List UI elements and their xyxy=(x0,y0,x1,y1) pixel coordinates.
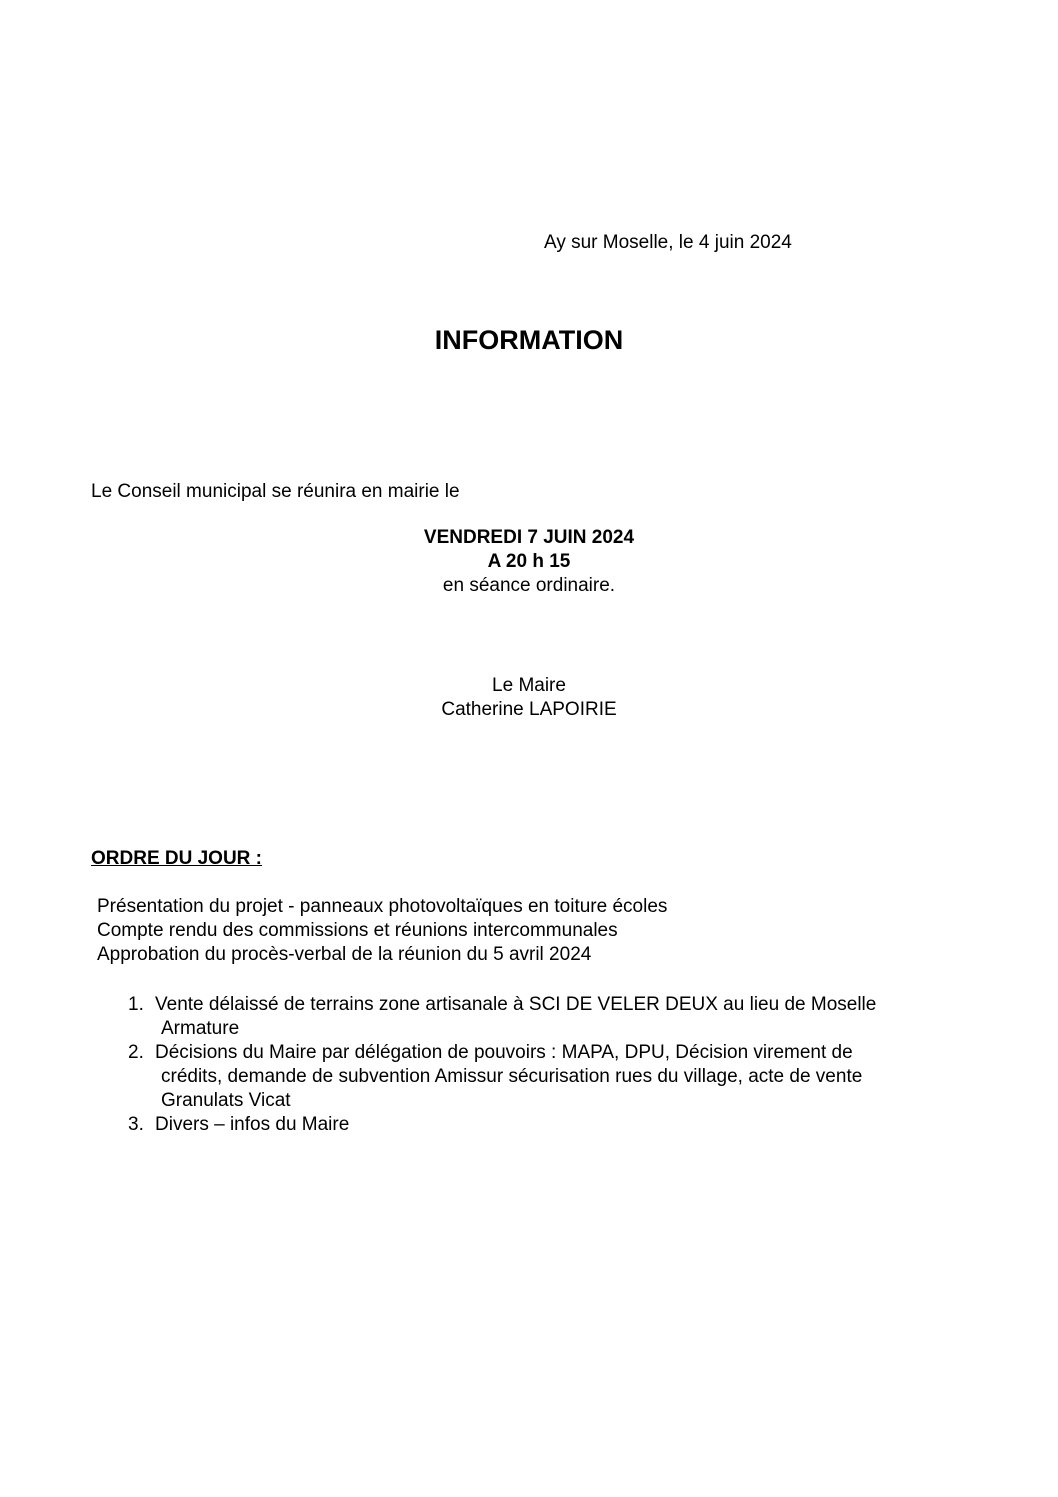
agenda-item-line: crédits, demande de subvention Amissur sécurisation rues du village, acte de vente xyxy=(161,1066,863,1087)
agenda-numbered-list xyxy=(128,993,1008,1137)
agenda-item-number: 1. xyxy=(128,994,144,1015)
agenda-item-number: 2. xyxy=(128,1042,144,1063)
intro-text: Le Conseil municipal se réunira en mairie le xyxy=(91,481,460,502)
agenda-item-line: Divers – infos du Maire xyxy=(155,1114,350,1135)
document-title: INFORMATION xyxy=(434,325,624,355)
agenda-item-number: 3. xyxy=(128,1114,144,1135)
meeting-details xyxy=(0,526,1058,598)
place-date: Ay sur Moselle, le 4 juin 2024 xyxy=(544,232,792,253)
agenda-preliminary-list xyxy=(97,895,667,967)
meeting-day: VENDREDI 7 JUIN 2024 xyxy=(423,527,635,548)
agenda-heading: ORDRE DU JOUR : xyxy=(91,848,263,869)
meeting-session: en séance ordinaire. xyxy=(442,575,616,596)
agenda-item-line: Décisions du Maire par délégation de pouvoirs : MAPA, DPU, Décision virement de xyxy=(155,1042,853,1063)
agenda-item-3 xyxy=(128,1113,1008,1137)
signature-name: Catherine LAPOIRIE xyxy=(441,699,617,720)
signature-block xyxy=(0,674,1058,722)
agenda-preliminary-item: Compte rendu des commissions et réunions intercommunales xyxy=(97,920,618,941)
agenda-item-line: Granulats Vicat xyxy=(161,1090,291,1111)
agenda-item-line: Armature xyxy=(161,1018,240,1039)
agenda-item-1 xyxy=(128,993,1008,1041)
agenda-preliminary-item: Approbation du procès-verbal de la réunion du 5 avril 2024 xyxy=(97,944,592,965)
meeting-time: A 20 h 15 xyxy=(487,551,571,572)
signature-role: Le Maire xyxy=(492,675,566,696)
agenda-preliminary-item: Présentation du projet - panneaux photovoltaïques en toiture écoles xyxy=(97,896,668,917)
agenda-item-2 xyxy=(128,1041,1008,1113)
agenda-item-line: Vente délaissé de terrains zone artisanale à SCI DE VELER DEUX au lieu de Moselle xyxy=(155,994,877,1015)
